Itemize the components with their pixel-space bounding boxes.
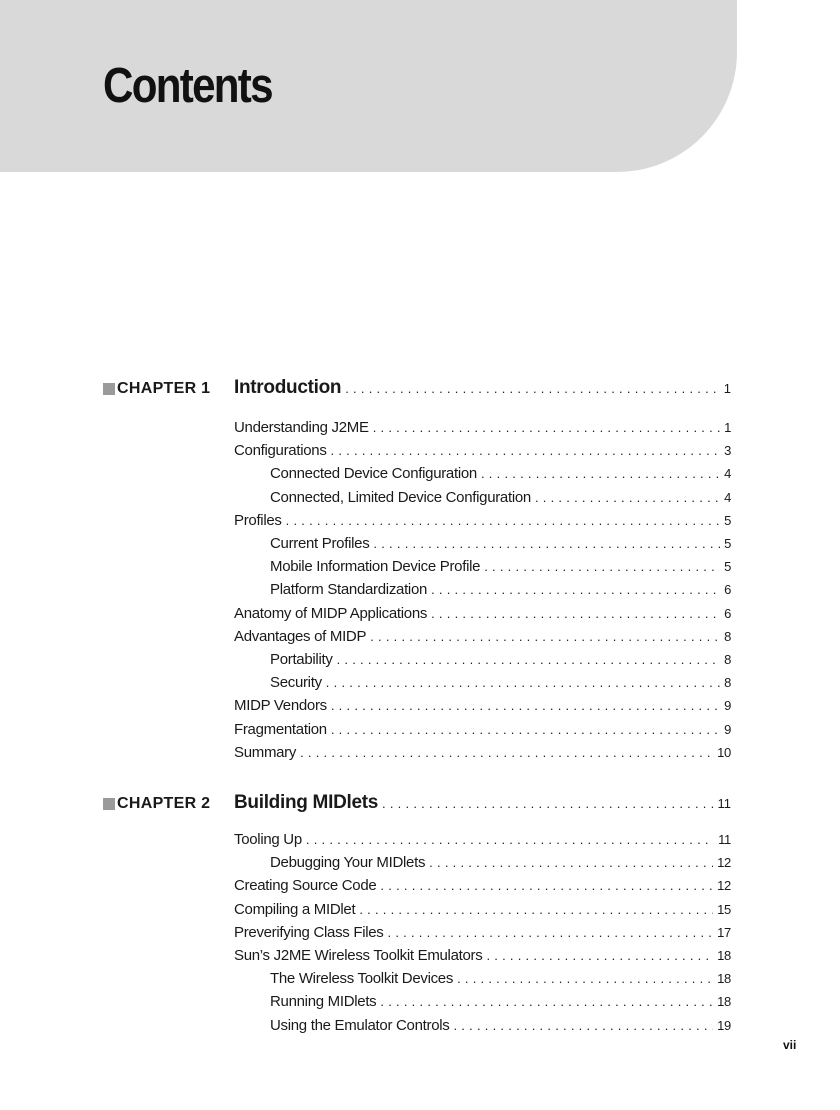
toc-entry[interactable]	[234, 924, 731, 944]
toc-entry[interactable]	[270, 993, 731, 1013]
chapter-label	[103, 795, 210, 813]
page-number: 18	[717, 948, 731, 963]
page-number: 11	[717, 796, 731, 811]
entry-title: Sun’s J2ME Wireless Toolkit Emulators	[234, 947, 483, 964]
toc-entry[interactable]	[270, 581, 731, 601]
entry-title: Creating Source Code	[234, 877, 377, 895]
chapter-title: Building MIDlets	[234, 792, 379, 813]
entry-title: Debugging Your MIDlets	[270, 854, 426, 872]
page-number: 18	[717, 994, 731, 1010]
entry-title: Tooling Up	[234, 831, 302, 848]
page-title: Contents	[103, 59, 272, 113]
chapter-marker-icon	[103, 383, 115, 395]
page-number: 11	[718, 832, 731, 847]
toc-entry[interactable]	[234, 605, 731, 625]
toc-entry[interactable]	[270, 1017, 731, 1037]
page-number: 4	[724, 489, 731, 505]
toc-entry[interactable]	[234, 901, 731, 921]
toc-entry[interactable]	[270, 558, 731, 578]
page-number: 8	[724, 675, 731, 691]
entry-title: Anatomy of MIDP Applications	[234, 604, 428, 622]
chapter-label	[103, 380, 210, 398]
entry-title: Mobile Information Device Profile	[270, 558, 481, 576]
page-number: 5	[724, 536, 731, 551]
entry-title: Security	[270, 674, 322, 692]
chapter-title: Introduction	[234, 377, 342, 398]
page-number: 6	[724, 605, 731, 621]
entry-title: Using the Emulator Controls	[270, 1016, 450, 1034]
page-number: 4	[724, 466, 731, 482]
entry-title: Fragmentation	[234, 720, 327, 738]
roman-page-number: vii	[783, 1038, 797, 1052]
toc-entry[interactable]	[234, 744, 731, 764]
toc-entry[interactable]	[234, 442, 731, 462]
page-number: 18	[717, 971, 731, 987]
entry-title: The Wireless Toolkit Devices	[270, 970, 454, 988]
entry-title: Compiling a MIDlet	[234, 900, 356, 918]
page-number: 12	[717, 855, 731, 871]
entry-title: Understanding J2ME	[234, 419, 369, 436]
toc-entry[interactable]	[270, 651, 731, 671]
page-number: 5	[724, 512, 731, 528]
toc-entry[interactable]	[234, 419, 731, 439]
entry-title: Running MIDlets	[270, 993, 377, 1011]
toc-entry[interactable]	[270, 854, 731, 874]
page-number: 3	[724, 443, 731, 459]
toc-entry[interactable]	[234, 877, 731, 897]
toc-entry[interactable]	[270, 970, 731, 990]
entry-title: Connected, Limited Device Configuration	[270, 488, 531, 506]
entry-title: Portability	[270, 651, 333, 668]
chapter-heading[interactable]	[234, 377, 731, 403]
page-number: 5	[724, 559, 731, 575]
page-number: 9	[724, 698, 731, 714]
entry-title: Current Profiles	[270, 535, 370, 552]
entry-title: MIDP Vendors	[234, 697, 327, 715]
entry-title: Profiles	[234, 511, 282, 529]
page-number: 1	[724, 420, 731, 435]
toc-entry[interactable]	[234, 697, 731, 717]
toc-entry[interactable]	[270, 465, 731, 485]
entry-title: Connected Device Configuration	[270, 465, 477, 483]
page-number: 19	[717, 1017, 731, 1033]
entry-title: Configurations	[234, 442, 327, 460]
toc-entry[interactable]	[234, 628, 731, 648]
page-number: 12	[717, 878, 731, 894]
toc-entry[interactable]	[270, 674, 731, 694]
page-number: 10	[717, 744, 731, 760]
chapter-number: CHAPTER 1	[117, 380, 211, 397]
page-number: 1	[723, 381, 731, 396]
entry-title: Platform Standardization	[270, 581, 428, 599]
page-number: 8	[724, 628, 731, 644]
chapter-number: CHAPTER 2	[117, 795, 211, 812]
page-number: 15	[717, 901, 731, 917]
toc-entry[interactable]	[234, 512, 731, 532]
entry-title: Preverifying Class Files	[234, 923, 384, 941]
chapter-heading[interactable]	[234, 792, 731, 818]
toc-entry[interactable]	[234, 831, 731, 851]
toc-entry[interactable]	[270, 489, 731, 509]
chapter-marker-icon	[103, 798, 115, 810]
page-number: 8	[724, 652, 731, 667]
toc-entry[interactable]	[234, 947, 731, 967]
toc-entry[interactable]	[270, 535, 731, 555]
toc-entry[interactable]	[234, 721, 731, 741]
page-number: 17	[717, 924, 731, 940]
page-number: 9	[724, 721, 731, 737]
entry-title: Summary	[234, 743, 297, 761]
entry-title: Advantages of MIDP	[234, 627, 367, 645]
page-number: 6	[724, 582, 731, 598]
